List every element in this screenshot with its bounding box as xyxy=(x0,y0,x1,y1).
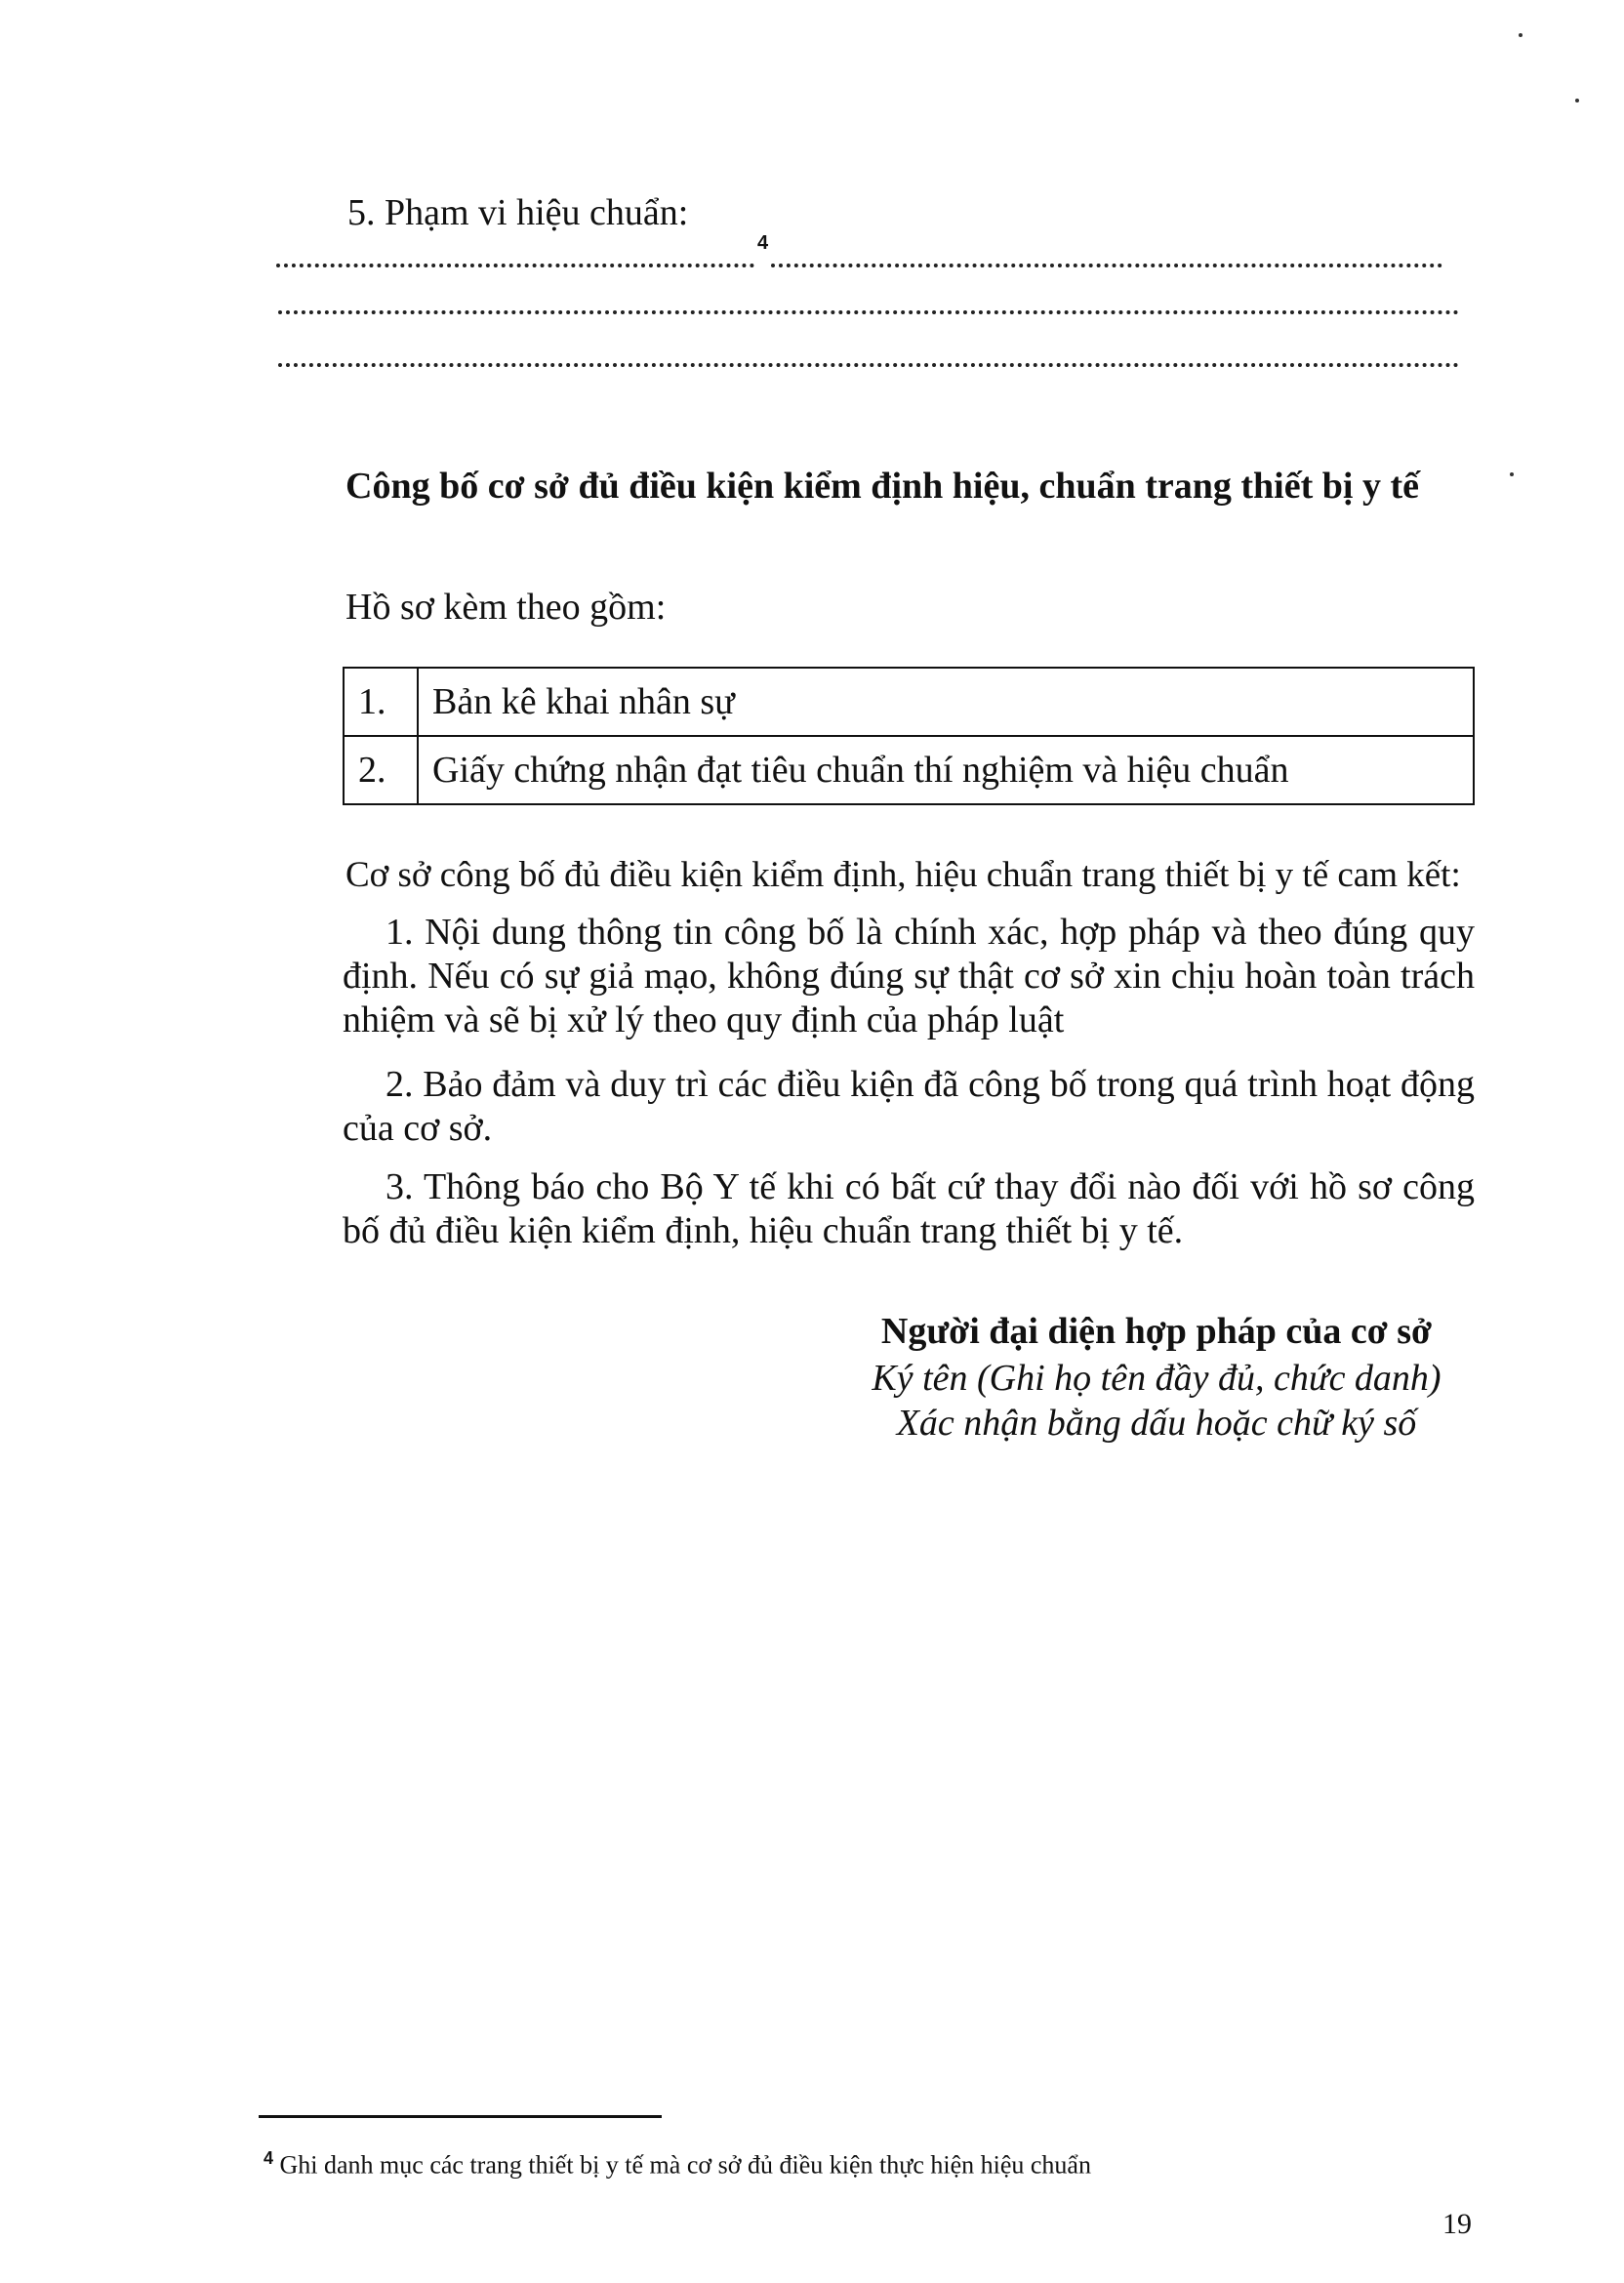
signature-instruction: Ký tên (Ghi họ tên đầy đủ, chức danh) xyxy=(872,1358,1441,1399)
dotted-fill-line xyxy=(276,264,754,267)
footnote-separator xyxy=(259,2115,662,2118)
page-title: Công bố cơ sở đủ điều kiện kiểm định hiệu, chuẩn trang thiết bị y tế xyxy=(345,466,1419,507)
commitment-item-2: 2. Bảo đảm và duy trì các điều kiện đã công bố trong quá trình hoạt động của cơ sở. xyxy=(343,1064,1475,1149)
commitment-item-3: 3. Thông báo cho Bộ Y tế khi có bất cứ thay đổi nào đối với hồ sơ công bố đủ điều kiện kiểm định, hiệu chuẩn trang thiết bị y tế. xyxy=(343,1166,1475,1251)
row-number: 2. xyxy=(344,736,418,804)
footnote-reference: 4 xyxy=(757,232,769,254)
footnote xyxy=(264,2148,1091,2181)
signature-title: Người đại diện hợp pháp của cơ sở xyxy=(880,1311,1433,1352)
table-row xyxy=(344,668,1474,736)
scan-speck xyxy=(1519,33,1522,37)
scan-speck xyxy=(1575,99,1579,102)
attachments-intro: Hồ sơ kèm theo gồm: xyxy=(345,587,667,628)
scan-speck xyxy=(1510,472,1514,476)
commitment-item-1: 1. Nội dung thông tin công bố là chính xác, hợp pháp và theo đúng quy định. Nếu có sự giả mạo, không đúng sự thật cơ sở xin chịu hoàn toàn trách nhiệm và sẽ bị xử lý theo quy định của pháp luật xyxy=(343,912,1475,1040)
section-5-label: 5. Phạm vi hiệu chuẩn: xyxy=(347,192,689,233)
row-number: 1. xyxy=(344,668,418,736)
row-text: Giấy chứng nhận đạt tiêu chuẩn thí nghiệm và hiệu chuẩn xyxy=(418,736,1474,804)
page-number: 19 xyxy=(1442,2208,1472,2240)
footnote-marker: 4 xyxy=(264,2148,274,2168)
dotted-fill-line xyxy=(771,264,1442,267)
dotted-fill-line xyxy=(278,363,1459,367)
attachments-table xyxy=(343,667,1475,805)
footnote-text: Ghi danh mục các trang thiết bị y tế mà cơ sở đủ điều kiện thực hiện hiệu chuẩn xyxy=(279,2150,1091,2180)
commitment-intro: Cơ sở công bố đủ điều kiện kiểm định, hiệu chuẩn trang thiết bị y tế cam kết: xyxy=(345,855,1461,895)
table-row xyxy=(344,736,1474,804)
row-text: Bản kê khai nhân sự xyxy=(418,668,1474,736)
dotted-fill-line xyxy=(278,310,1459,314)
signature-confirmation: Xác nhận bằng dấu hoặc chữ ký số xyxy=(896,1403,1417,1444)
